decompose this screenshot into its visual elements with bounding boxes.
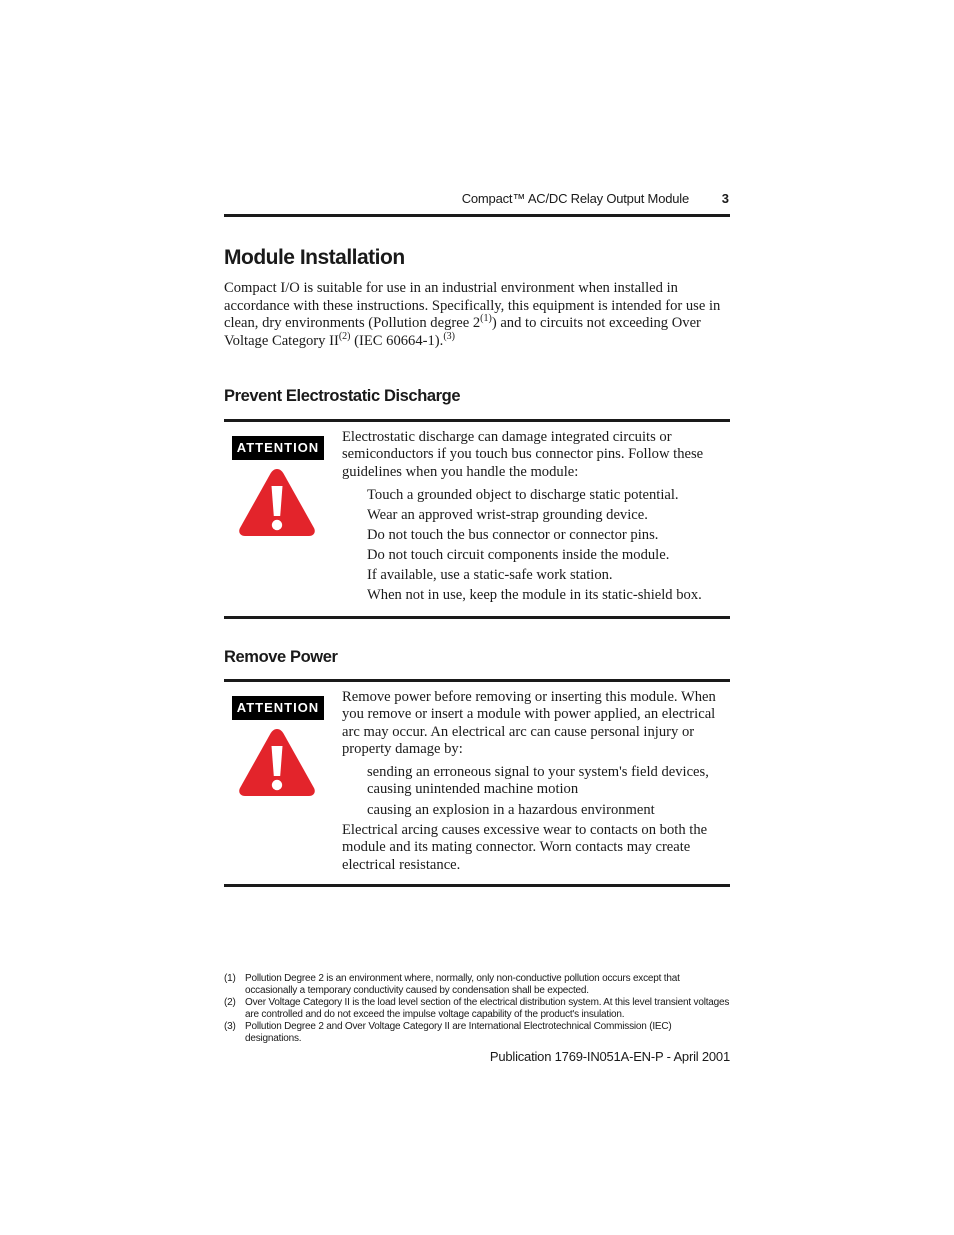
power-closing-text: Electrical arcing causes excessive wear to contacts on both the module and its mating connector. Worn contacts may create electrical resistance. xyxy=(342,822,708,873)
footnote-3 xyxy=(224,1021,730,1045)
header-title: Compact™ AC/DC Relay Output Module xyxy=(461,191,689,206)
publication-footer: Publication 1769-IN051A-EN-P - April 2001 xyxy=(489,1049,730,1064)
exclamation-triangle-icon xyxy=(237,726,317,798)
list-item: If available, use a static-safe work station. xyxy=(367,567,613,584)
list-item: sending an erroneous signal to your system's field devices, causing unintended machine motion xyxy=(367,764,709,798)
footnote-ref-3[interactable]: (3) xyxy=(443,330,455,342)
esd-box-bottom-rule xyxy=(224,616,730,619)
list-item: Touch a grounded object to discharge static potential. xyxy=(367,487,679,503)
section-heading-esd: Prevent Electrostatic Discharge xyxy=(224,387,461,405)
list-item: causing an explosion in a hazardous environment xyxy=(367,801,655,818)
esd-attention-badge: ATTENTION xyxy=(232,436,324,460)
exclamation-triangle-icon xyxy=(237,466,317,538)
power-warning-text: Remove power before removing or inserting this module. When you remove or insert a module with power applied, an electrical arc may occur. An electrical arc can cause personal injury or property damage by: xyxy=(342,689,716,757)
footnote-mark: (1) xyxy=(224,973,236,984)
esd-box-top-rule xyxy=(224,419,730,422)
intro-text-1: Compact I/O is suitable for use in an industrial environment when installed in accordance with these instructions. Specifically, this equipment is intended for use in clean, dry environments (Pollution degree 2 xyxy=(224,280,721,332)
esd-warning-text: Electrostatic discharge can damage integrated circuits or semiconductors if you touch bus connector pins. Follow these guidelines when you handle the module: xyxy=(342,429,704,480)
esd-guidelines-list xyxy=(367,487,730,605)
footnote-mark: (2) xyxy=(224,997,236,1008)
intro-paragraph xyxy=(224,280,730,350)
footnote-ref-2[interactable]: (2) xyxy=(338,330,351,342)
section-heading-module-installation: Module Installation xyxy=(224,246,405,269)
footnote-1 xyxy=(224,973,730,997)
footnote-mark: (3) xyxy=(224,1021,236,1032)
power-attention-badge: ATTENTION xyxy=(232,696,324,720)
intro-text-2: ) and to circuits not exceeding Over Voltage Category II xyxy=(224,315,701,349)
footnote-ref-1[interactable]: (1) xyxy=(480,313,492,325)
power-hazard-list xyxy=(367,764,730,819)
list-item: When not in use, keep the module in its static-shield box. xyxy=(367,587,702,604)
header-rule xyxy=(224,214,730,217)
section-heading-remove-power: Remove Power xyxy=(224,648,338,666)
footnote-text: Pollution Degree 2 and Over Voltage Category II are International Electrotechnical Commission (IEC) designations. xyxy=(245,1021,672,1044)
power-box-bottom-rule xyxy=(224,884,730,887)
page-number: 3 xyxy=(721,191,729,206)
running-header xyxy=(224,191,730,211)
intro-text-3: (IEC 60664-1). xyxy=(350,332,444,349)
list-item: Wear an approved wrist-strap grounding device. xyxy=(367,507,648,524)
power-box-top-rule xyxy=(224,679,730,682)
footnote-text: Over Voltage Category II is the load level section of the electrical distribution system. At this level transient voltages are controlled and do not exceed the impulse voltage capability of the product's insulation. xyxy=(245,997,730,1020)
list-item: Do not touch the bus connector or connector pins. xyxy=(367,527,659,544)
list-item: Do not touch circuit components inside the module. xyxy=(367,547,670,564)
footnotes xyxy=(224,973,730,1045)
footnote-2 xyxy=(224,997,730,1021)
footnote-text: Pollution Degree 2 is an environment where, normally, only non-conductive pollution occurs except that occasionally a temporary conductivity caused by condensation shall be expected. xyxy=(245,973,680,996)
